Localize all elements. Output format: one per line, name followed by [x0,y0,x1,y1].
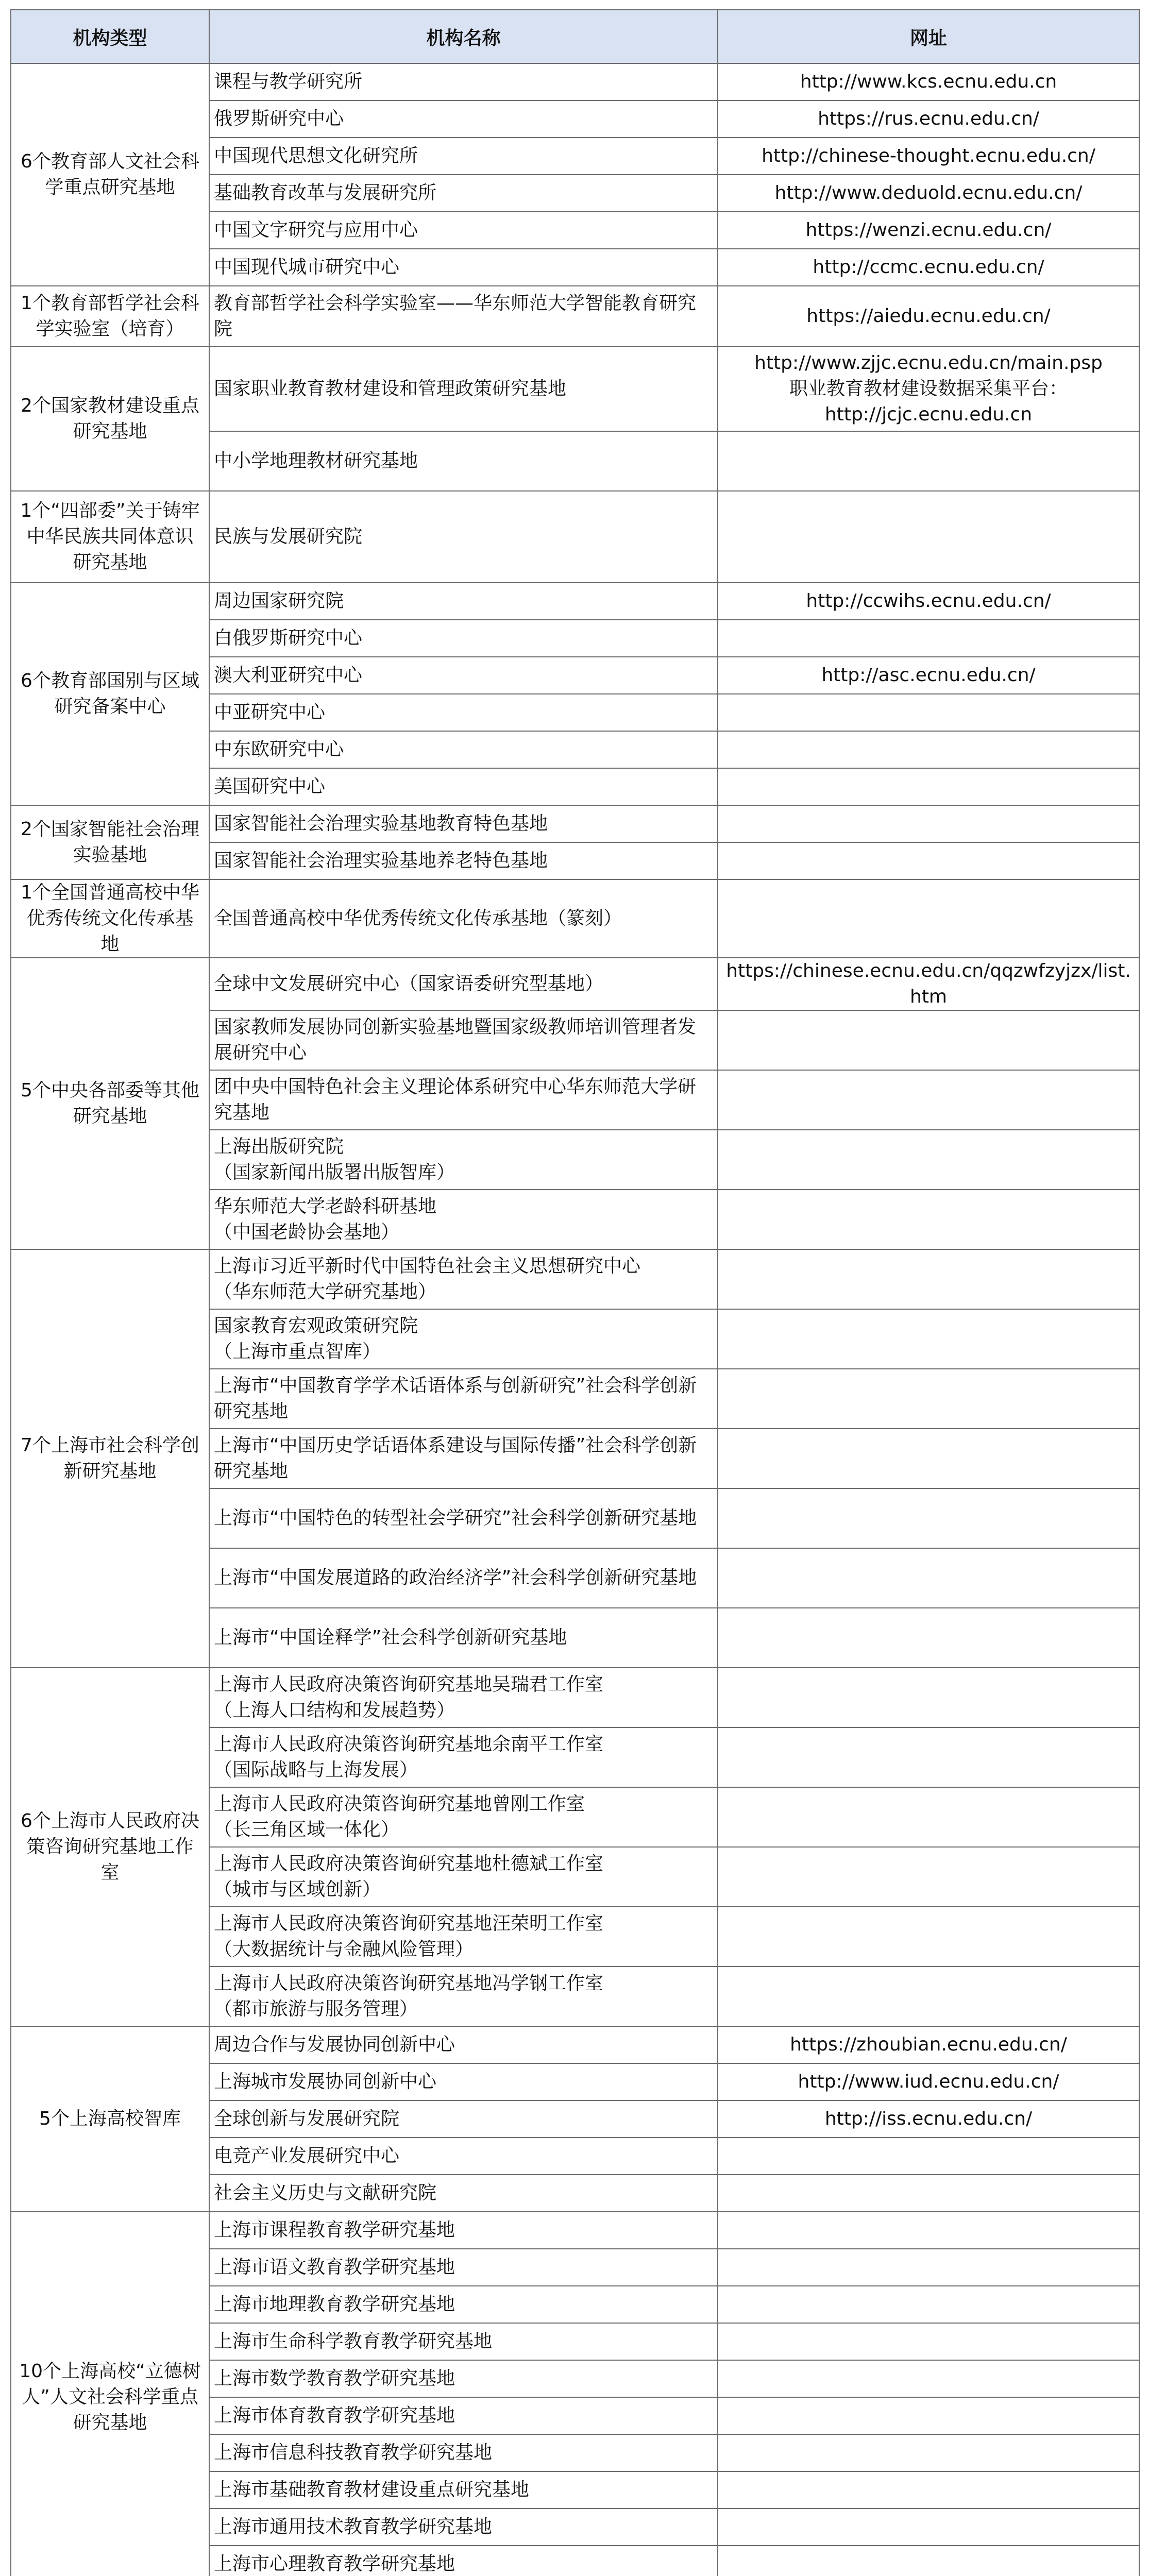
institution-url-cell [718,2546,1139,2576]
institution-url-cell [718,1429,1139,1488]
institution-url-cell [718,1548,1139,1608]
institution-type-cell: 1个全国普通高校中华优秀传统文化传承基地 [11,879,209,958]
institution-name-cell: 国家智能社会治理实验基地养老特色基地 [209,842,718,879]
institution-url-cell[interactable]: http://ccwihs.ecnu.edu.cn/ [718,583,1139,620]
institution-name-cell: 全球创新与发展研究院 [209,2100,718,2138]
institution-url-cell [718,1847,1139,1907]
institution-url-cell [718,1907,1139,1967]
table-row [11,2026,1139,2063]
institution-url-cell [718,1967,1139,2026]
institution-url-cell [718,805,1139,842]
institution-type-cell: 1个“四部委”关于铸牢中华民族共同体意识研究基地 [11,491,209,583]
institution-url-cell [718,2249,1139,2286]
institution-name-cell: 课程与教学研究所 [209,63,718,100]
institution-url-cell[interactable]: http://www.iud.ecnu.edu.cn/ [718,2063,1139,2100]
institution-name-cell: 国家教师发展协同创新实验基地暨国家级教师培训管理者发展研究中心 [209,1010,718,1070]
institution-url-cell [718,1787,1139,1847]
institution-name-cell: 上海市“中国发展道路的政治经济学”社会科学创新研究基地 [209,1548,718,1608]
institution-name-cell: 上海市数学教育教学研究基地 [209,2360,718,2397]
table-body [11,63,1139,2576]
institution-name-cell: 上海市“中国教育学学术话语体系与创新研究”社会科学创新研究基地 [209,1369,718,1429]
institution-url-cell [718,1369,1139,1429]
institution-name-cell: 上海市体育教育教学研究基地 [209,2397,718,2434]
institution-url-cell [718,2286,1139,2323]
header-row [11,10,1139,63]
institution-name-cell: 白俄罗斯研究中心 [209,620,718,657]
header-url: 网址 [718,10,1139,63]
institution-name-cell: 基础教育改革与发展研究所 [209,175,718,212]
institution-name-cell: 中亚研究中心 [209,694,718,731]
institution-url-cell [718,731,1139,768]
institution-name-cell: 上海市“中国特色的转型社会学研究”社会科学创新研究基地 [209,1488,718,1548]
institution-url-cell [718,1488,1139,1548]
institution-name-cell: 团中央中国特色社会主义理论体系研究中心华东师范大学研究基地 [209,1070,718,1130]
institution-name-cell: 澳大利亚研究中心 [209,657,718,694]
institution-name-cell: 中国文字研究与应用中心 [209,212,718,249]
institution-name-cell: 国家职业教育教材建设和管理政策研究基地 [209,347,718,431]
institution-name-cell: 上海市人民政府决策咨询研究基地吴瑞君工作室 （上海人口结构和发展趋势） [209,1668,718,1727]
institution-url-cell [718,2471,1139,2509]
institution-type-cell: 7个上海市社会科学创新研究基地 [11,1249,209,1668]
institution-name-cell: 上海出版研究院 （国家新闻出版署出版智库） [209,1130,718,1190]
institution-name-cell: 上海市课程教育教学研究基地 [209,2212,718,2249]
institution-url-cell [718,879,1139,958]
institution-type-cell: 6个教育部人文社会科学重点研究基地 [11,63,209,286]
table-row [11,491,1139,583]
institution-name-cell: 上海市生命科学教育教学研究基地 [209,2323,718,2360]
header-name: 机构名称 [209,10,718,63]
institution-name-cell: 全球中文发展研究中心（国家语委研究型基地） [209,958,718,1010]
institution-name-cell: 国家智能社会治理实验基地教育特色基地 [209,805,718,842]
institution-name-cell: 上海市习近平新时代中国特色社会主义思想研究中心 （华东师范大学研究基地） [209,1249,718,1309]
institution-name-cell: 华东师范大学老龄科研基地 （中国老龄协会基地） [209,1190,718,1249]
institution-url-cell[interactable]: http://www.zjjc.ecnu.edu.cn/main.psp 职业教育教材建设数据采集平台： http://jcjc.ecnu.edu.cn [718,347,1139,431]
institution-url-cell [718,1309,1139,1369]
institution-name-cell: 民族与发展研究院 [209,491,718,583]
institution-name-cell: 美国研究中心 [209,768,718,805]
institution-url-cell [718,1010,1139,1070]
institution-type-cell: 10个上海高校“立德树人”人文社会科学重点研究基地 [11,2212,209,2576]
institution-url-cell [718,2175,1139,2212]
institution-name-cell: 上海市人民政府决策咨询研究基地曾刚工作室 （长三角区域一体化） [209,1787,718,1847]
institution-url-cell [718,1668,1139,1727]
institution-url-cell [718,1190,1139,1249]
table-row [11,879,1139,958]
institution-url-cell [718,2323,1139,2360]
institution-url-cell[interactable]: http://asc.ecnu.edu.cn/ [718,657,1139,694]
institution-name-cell: 周边国家研究院 [209,583,718,620]
institution-name-cell: 电竞产业发展研究中心 [209,2138,718,2175]
institution-url-cell[interactable]: http://www.deduold.ecnu.edu.cn/ [718,175,1139,212]
institution-url-cell [718,1249,1139,1309]
institution-name-cell: 社会主义历史与文献研究院 [209,2175,718,2212]
institution-url-cell [718,1130,1139,1190]
institution-url-cell [718,2212,1139,2249]
institution-name-cell: 全国普通高校中华优秀传统文化传承基地（篆刻） [209,879,718,958]
table-row [11,583,1139,620]
institution-url-cell[interactable]: http://iss.ecnu.edu.cn/ [718,2100,1139,2138]
institution-name-cell: 上海市“中国历史学话语体系建设与国际传播”社会科学创新研究基地 [209,1429,718,1488]
header-type: 机构类型 [11,10,209,63]
institution-url-cell [718,2509,1139,2546]
institution-type-cell: 1个教育部哲学社会科学实验室（培育） [11,286,209,347]
table-header [11,10,1139,63]
institution-name-cell: 中国现代思想文化研究所 [209,138,718,175]
institution-name-cell: 上海市通用技术教育教学研究基地 [209,2509,718,2546]
institution-url-cell [718,1070,1139,1130]
table-row [11,347,1139,431]
institution-url-cell [718,1608,1139,1668]
institution-name-cell: 上海城市发展协同创新中心 [209,2063,718,2100]
institution-name-cell: 上海市语文教育教学研究基地 [209,2249,718,2286]
institution-name-cell: 上海市人民政府决策咨询研究基地冯学钢工作室 （都市旅游与服务管理） [209,1967,718,2026]
institution-url-cell [718,2360,1139,2397]
institution-url-cell[interactable]: http://chinese-thought.ecnu.edu.cn/ [718,138,1139,175]
institution-name-cell: 上海市人民政府决策咨询研究基地余南平工作室 （国际战略与上海发展） [209,1727,718,1787]
institution-url-cell [718,2397,1139,2434]
institution-name-cell: 中东欧研究中心 [209,731,718,768]
institution-url-cell [718,2434,1139,2471]
institution-url-cell[interactable]: https://wenzi.ecnu.edu.cn/ [718,212,1139,249]
institution-name-cell: 上海市地理教育教学研究基地 [209,2286,718,2323]
institution-name-cell: 上海市“中国诠释学”社会科学创新研究基地 [209,1608,718,1668]
institution-type-cell: 6个上海市人民政府决策咨询研究基地工作室 [11,1668,209,2026]
institution-name-cell: 上海市基础教育教材建设重点研究基地 [209,2471,718,2509]
institution-name-cell: 国家教育宏观政策研究院 （上海市重点智库） [209,1309,718,1369]
institution-name-cell: 中国现代城市研究中心 [209,249,718,286]
institution-url-cell [718,694,1139,731]
institution-name-cell: 教育部哲学社会科学实验室——华东师范大学智能教育研究院 [209,286,718,347]
institution-url-cell [718,620,1139,657]
institution-url-cell [718,1727,1139,1787]
table-row [11,1668,1139,1727]
institution-name-cell: 上海市心理教育教学研究基地 [209,2546,718,2576]
institution-type-cell: 2个国家教材建设重点研究基地 [11,347,209,491]
institution-url-cell[interactable]: https://rus.ecnu.edu.cn/ [718,100,1139,138]
institution-table [10,9,1140,2576]
institution-name-cell: 周边合作与发展协同创新中心 [209,2026,718,2063]
institution-name-cell: 上海市人民政府决策咨询研究基地汪荣明工作室 （大数据统计与金融风险管理） [209,1907,718,1967]
institution-name-cell: 中小学地理教材研究基地 [209,431,718,491]
table-row [11,286,1139,347]
institution-name-cell: 俄罗斯研究中心 [209,100,718,138]
institution-type-cell: 5个中央各部委等其他研究基地 [11,958,209,1249]
table-row [11,805,1139,842]
institution-type-cell: 5个上海高校智库 [11,2026,209,2212]
institution-type-cell: 6个教育部国别与区域研究备案中心 [11,583,209,805]
institution-url-cell[interactable]: https://chinese.ecnu.edu.cn/qqzwfzyjzx/list.htm [718,958,1139,1010]
institution-url-cell [718,768,1139,805]
institution-url-cell[interactable]: http://www.kcs.ecnu.edu.cn [718,63,1139,100]
institution-url-cell [718,2138,1139,2175]
table-row [11,958,1139,1010]
institution-url-cell[interactable]: http://ccmc.ecnu.edu.cn/ [718,249,1139,286]
institution-name-cell: 上海市信息科技教育教学研究基地 [209,2434,718,2471]
institution-url-cell [718,431,1139,491]
institution-url-cell[interactable]: https://aiedu.ecnu.edu.cn/ [718,286,1139,347]
table-row [11,2212,1139,2249]
institution-url-cell [718,491,1139,583]
institution-url-cell[interactable]: https://zhoubian.ecnu.edu.cn/ [718,2026,1139,2063]
institution-table-container [10,9,1139,2576]
institution-name-cell: 上海市人民政府决策咨询研究基地杜德斌工作室 （城市与区域创新） [209,1847,718,1907]
table-row [11,1249,1139,1309]
table-row [11,63,1139,100]
institution-url-cell [718,842,1139,879]
institution-type-cell: 2个国家智能社会治理实验基地 [11,805,209,879]
